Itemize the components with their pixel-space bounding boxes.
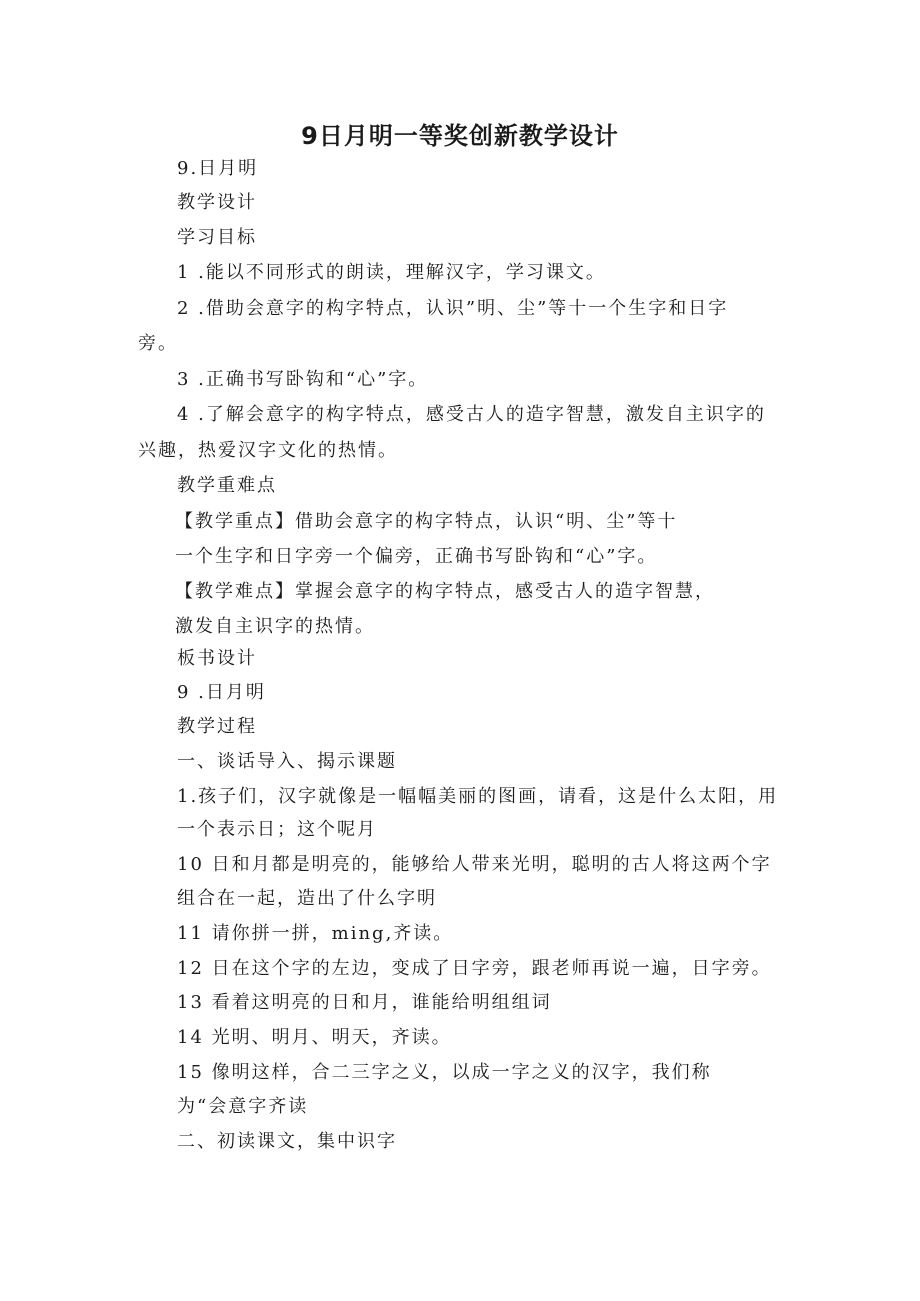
list-item: 1 .能以不同形式的朗读，理解汉字，学习课文。 <box>177 262 606 283</box>
section-heading: 教学过程 <box>177 716 257 737</box>
list-item: 2 .借助会意字的构字特点，认识”明、尘”等十一个生字和日字 <box>177 298 729 319</box>
page-title: 9日月明一等奖创新教学设计 <box>301 122 619 150</box>
lesson-number-heading: 9.日月明 <box>177 158 259 179</box>
paragraph-line: 一个生字和日字旁一个偏旁，正确书写卧钩和“心”字。 <box>175 546 658 567</box>
section-heading: 二、初读课文，集中识字 <box>177 1131 397 1152</box>
section-heading: 板书设计 <box>177 648 257 669</box>
section-heading: 教学重难点 <box>177 475 277 496</box>
paragraph-line: 【教学重点】借助会意字的构字特点，认识“明、尘”等十 <box>175 511 678 532</box>
paragraph-line: 为“会意字齐读 <box>177 1096 309 1117</box>
paragraph-line: 12 日在这个字的左边，变成了日字旁，跟老师再说一遍，日字旁。 <box>177 958 772 979</box>
list-item: 9 .日月明 <box>177 682 266 703</box>
list-item: 4 .了解会意字的构字特点，感受古人的造字智慧，激发自主识字的 <box>177 404 766 425</box>
paragraph-line: 10 日和月都是明亮的，能够给人带来光明，聪明的古人将这两个字 <box>177 854 772 875</box>
paragraph-line: 一个表示日；这个呢月 <box>177 819 377 840</box>
list-item: 3 .正确书写卧钩和“心”字。 <box>177 369 429 390</box>
paragraph-line: 13 看着这明亮的日和月，谁能给明组组词 <box>177 992 552 1013</box>
list-item-continuation: 兴趣，热爱汉字文化的热情。 <box>138 440 398 461</box>
paragraph-line: 15 像明这样，合二三字之义，以成一字之义的汉字，我们称 <box>177 1062 712 1083</box>
paragraph-line: 11 请你拼一拼，ming,齐读。 <box>177 923 454 944</box>
list-item-continuation: 旁。 <box>138 333 178 354</box>
paragraph-line: 组合在一起，造出了什么字明 <box>177 888 437 909</box>
section-heading: 学习目标 <box>177 227 257 248</box>
paragraph-line: 【教学难点】掌握会意字的构字特点，感受古人的造字智慧， <box>175 581 715 602</box>
paragraph-line: 14 光明、明月、明天，齐读。 <box>177 1027 452 1048</box>
section-heading: 教学设计 <box>177 192 257 213</box>
paragraph-line: 1.孩子们，汉字就像是一幅幅美丽的图画，请看，这是什么太阳，用 <box>177 786 779 807</box>
paragraph-line: 激发自主识字的热情。 <box>175 616 375 637</box>
section-heading: 一、谈话导入、揭示课题 <box>177 751 397 772</box>
